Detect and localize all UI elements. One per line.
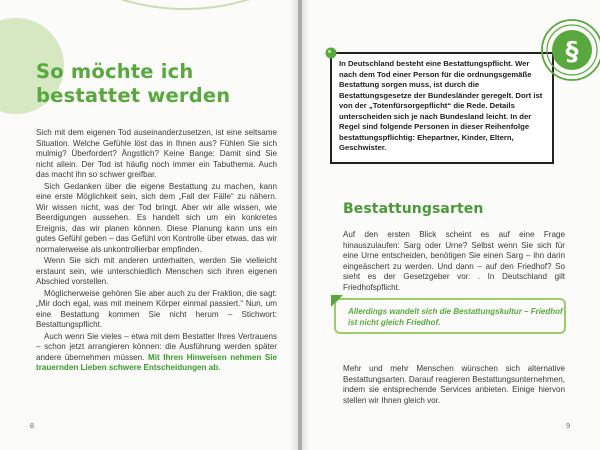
- paragraph: Sich mit dem eigenen Tod auseinanderzusetzen, ist eine seltsame Situation. Welche Gefühle löst das in Ihnen aus? Fühlen Sie sich mulmig? Überfordert? Ängstlich? Keine Bange: Damit sind Sie nicht allein. Der Tod ist häufig noch immer ein Tabuthema. Auch das macht ihn so schwer greifbar.: [36, 128, 277, 179]
- page-number-left: 8: [30, 423, 34, 430]
- pushpin-icon: [323, 45, 339, 61]
- info-box: [330, 52, 554, 164]
- page-number-right: 9: [566, 423, 570, 430]
- left-body-text: [36, 128, 277, 374]
- paragraph-text: Auch wenn Sie vieles – etwa mit dem Bestatter Ihres Vertrauens – schon jetzt arrangieren können: die Ausführung werden später andere übernehmen müssen.: [36, 331, 277, 362]
- decorative-arc: [20, 0, 298, 10]
- paragraph-seal-icon: [530, 16, 600, 88]
- highlighted-advice: Mit Ihren Hinweisen nehmen Sie trauernden Lieben schwere Entscheidungen ab.: [36, 352, 278, 372]
- paragraph: [36, 332, 277, 374]
- paragraph: Möglicherweise gehören Sie aber auch zu der Fraktion, die sagt: „Mir doch egal, was mit meinem Körper einmal passiert.“ Nun, um eine Bestattung kommen Sie nicht herum – Stichwort: Bestattungspflicht.: [36, 288, 277, 329]
- page-title: [36, 60, 286, 108]
- title-line-2: bestattet werden: [36, 84, 231, 107]
- paragraph: Auf den ersten Blick scheint es auf eine Frage hinauszulaufen: Sarg oder Urne? Selbst wenn Sie sich für eine Urne entscheiden, benötigen Sie einen Sarg – ihn darin eingeäschert zu werden. Und dann – auf den Friedhof? So sieht es der Gesetzgeber vor. . In Deutschland gilt Friedhofspflicht.: [343, 230, 565, 292]
- paragraph: Sich Gedanken über die eigene Bestattung zu machen, kann eine erste Möglichkeit sein, sich dem „Fall der Fälle“ zu nähern. Wir wissen nicht, was der Tod bringt. Aber wir alle wissen, wie Beerdigungen aussehen. Es handelt sich um ein konkretes Ereignis, das wir planen können. Diese Planung kann uns ein gutes Gefühl geben – das Gefühl von Kontrolle über etwas, das wir normalerweise als unkontrollierbar empfinden.: [36, 181, 277, 254]
- info-box-text: In Deutschland besteht eine Bestattungspflicht. Wer nach dem Tod einer Person für die ordnungsgemäße Bestattung sorgen muss, ist durch die Bestattungsgesetze der Bundesländer geregelt. Dort ist von der „Totenfürsorgepflicht“ die Rede. Details unterscheiden sich je nach Bundesland leicht. In der Regel sind folgende Personen in dieser Reihenfolge bestattungspflichtig: Ehepartner, Kinder, Eltern, Geschwister.: [339, 59, 543, 152]
- title-line-1: So möchte ich: [36, 60, 194, 83]
- paragraph: Wenn Sie sich mit anderen unterhalten, werden Sie vielleicht erstaunt sein, wie unterschiedlich Menschen sich ihren eigenen Abschied vorstellen.: [36, 256, 277, 286]
- quote-text: Allerdings wandelt sich die Bestattungskultur – Friedhof ist nicht gleich Friedhof.: [348, 307, 563, 327]
- book-gutter: [290, 0, 310, 450]
- quote-marker-icon: [330, 294, 344, 308]
- paragraph: Mehr und mehr Menschen wünschen sich alternative Bestattungsarten. Darauf reagieren Bestattungsunternehmen, indem sie entsprechende Services anbieten. Einige hiervon stellen wir Ihnen gleich vor.: [343, 364, 565, 405]
- section-heading: Bestattungsarten: [343, 201, 484, 217]
- quote-box: [330, 294, 568, 334]
- seal-symbol: §: [565, 37, 579, 67]
